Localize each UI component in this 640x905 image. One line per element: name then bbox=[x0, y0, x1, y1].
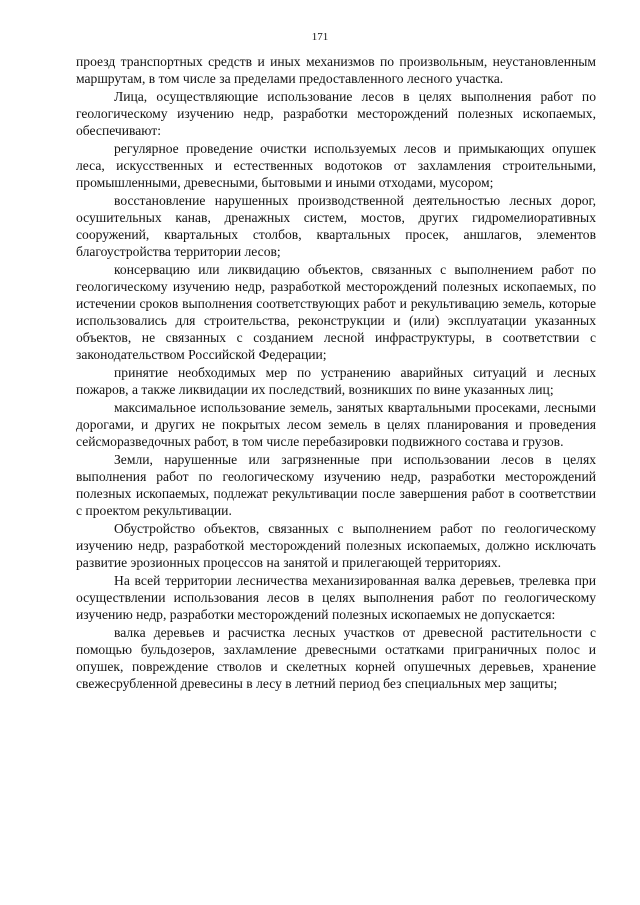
paragraph-8: Земли, нарушенные или загрязненные при использовании лесов в целях выполнения работ по геологическому изучению недр, разработки месторождений полезных ископаемых, подлежат рекультивации после завершения работ в соответствии с проектом рекультивации. bbox=[76, 452, 596, 518]
paragraph-9: Обустройство объектов, связанных с выполнением работ по геологическому изучению недр, разработкой месторождений полезных ископаемых, должно исключать развитие эрозионных процессов на занятой и прилегающей территориях. bbox=[76, 521, 596, 570]
paragraph-10: На всей территории лесничества механизированная валка деревьев, трелевка при осуществлении использования лесов в целях выполнения работ по геологическому изучению недр, разработки месторождений полезных ископаемых не допускается: bbox=[76, 573, 596, 622]
paragraph-11: валка деревьев и расчистка лесных участков от древесной растительности с помощью бульдозеров, захламление древесными остатками приграничных полос и опушек, повреждение стволов и скелетных корней опушечных деревьев, хранение свежесрубленной древесины в лесу в летний период без специальных мер защиты; bbox=[76, 625, 596, 691]
paragraph-7: максимальное использование земель, занятых квартальными просеками, лесными дорогами, и других не покрытых лесом земель в целях планирования и проведения сейсморазведочных работ, в том числе перебазировки подвижного состава и грузов. bbox=[76, 400, 596, 449]
paragraph-1: проезд транспортных средств и иных механизмов по произвольным, неустановленным маршрутам, в том числе за пределами предоставленного лесного участка. bbox=[76, 54, 596, 86]
paragraph-3: регулярное проведение очистки используемых лесов и примыкающих опушек леса, искусственных и естественных водотоков от захламления строительными, промышленными, древесными, бытовыми и иными отходами, мусором; bbox=[76, 141, 596, 190]
paragraph-4: восстановление нарушенных производственной деятельностью лесных дорог, осушительных канав, дренажных систем, мостов, других гидромелиоративных сооружений, квартальных столбов, квартальных просек, аншлагов, элементов благоустройства территории лесов; bbox=[76, 193, 596, 259]
paragraph-5: консервацию или ликвидацию объектов, связанных с выполнением работ по геологическому изучению недр, разработкой месторождений полезных ископаемых, по истечении сроков выполнения соответствующих работ и рекультивацию земель, которые использовались для строительства, реконструкции и (или) эксплуатации указанных объектов, не связанных с созданием лесной инфраструктуры, в соответствии с законодательством Российской Федерации; bbox=[76, 262, 596, 362]
paragraph-2: Лица, осуществляющие использование лесов в целях выполнения работ по геологическому изучению недр, разработки месторождений полезных ископаемых, обеспечивают: bbox=[76, 89, 596, 138]
paragraph-6: принятие необходимых мер по устранению аварийных ситуаций и лесных пожаров, а также ликвидации их последствий, возникших по вине указанных лиц; bbox=[76, 365, 596, 397]
page-body bbox=[76, 53, 596, 693]
page-number: 171 bbox=[311, 31, 329, 43]
